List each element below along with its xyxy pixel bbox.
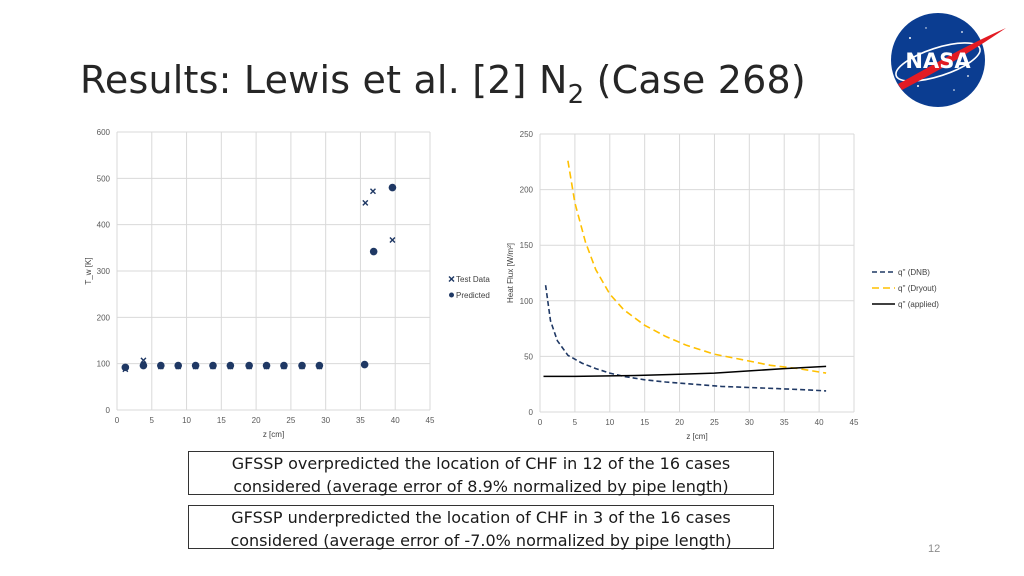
dryout-line — [568, 161, 826, 373]
x-axis-label: z [cm] — [686, 432, 708, 441]
legend-label: q'' (DNB) — [898, 268, 930, 277]
x-tick-label: 5 — [572, 418, 578, 427]
x-tick-label: 20 — [675, 418, 685, 427]
y-axis-label: Heat Flux [W/m²] — [506, 242, 515, 304]
legend-label: Test Data — [456, 275, 490, 284]
y-axis-label: T_w [K] — [84, 257, 93, 285]
x-tick-label: 0 — [537, 418, 543, 427]
page-number: 12 — [928, 543, 941, 555]
legend-label: q'' (applied) — [898, 300, 939, 309]
x-tick-label: 25 — [286, 416, 296, 425]
logo-lettering: NASA — [905, 49, 971, 73]
title-tail: (Case 268) — [584, 58, 806, 102]
y-tick-label: 150 — [519, 241, 533, 251]
underprediction-callout: GFSSP underpredicted the location of CHF in 3 of the 16 cases considered (average error of -7.0% normalized by pipe length) — [188, 505, 774, 549]
x-axis-label: z [cm] — [262, 430, 285, 439]
y-tick-label: 0 — [528, 408, 533, 417]
x-tick-label: 30 — [321, 416, 331, 425]
y-tick-label: 300 — [96, 267, 110, 276]
x-tick-label: 5 — [149, 416, 155, 425]
x-tick-label: 15 — [640, 418, 650, 427]
y-tick-label: 200 — [519, 185, 533, 195]
x-tick-label: 10 — [605, 418, 615, 427]
y-tick-label: 200 — [96, 313, 110, 323]
x-tick-label: 20 — [251, 416, 261, 425]
x-tick-label: 35 — [779, 418, 789, 427]
title-subscript: 2 — [567, 80, 585, 110]
x-tick-label: 25 — [709, 418, 719, 427]
y-tick-label: 0 — [105, 406, 110, 415]
overprediction-callout: GFSSP overpredicted the location of CHF in 12 of the 16 cases considered (average error of 8.9% normalized by pipe length) — [188, 451, 774, 495]
x-tick-label: 15 — [216, 416, 226, 425]
legend-label: Predicted — [456, 291, 490, 300]
x-tick-label: 45 — [849, 418, 859, 427]
y-tick-label: 250 — [519, 130, 533, 139]
y-tick-label: 100 — [96, 359, 110, 369]
y-tick-label: 500 — [96, 174, 110, 184]
y-tick-label: 50 — [524, 352, 533, 362]
applied-line — [544, 366, 827, 376]
y-tick-label: 400 — [96, 220, 110, 230]
x-tick-label: 40 — [390, 416, 400, 425]
legend-label: q'' (Dryout) — [898, 284, 937, 293]
x-tick-label: 30 — [744, 418, 754, 427]
x-tick-label: 45 — [425, 416, 435, 425]
x-tick-label: 40 — [814, 418, 824, 427]
x-tick-label: 0 — [114, 416, 120, 425]
y-tick-label: 100 — [519, 296, 533, 306]
y-tick-label: 600 — [96, 128, 110, 137]
x-tick-label: 10 — [182, 416, 192, 425]
title-main: Results: Lewis et al. [2] N — [80, 58, 568, 102]
x-tick-label: 35 — [355, 416, 365, 425]
